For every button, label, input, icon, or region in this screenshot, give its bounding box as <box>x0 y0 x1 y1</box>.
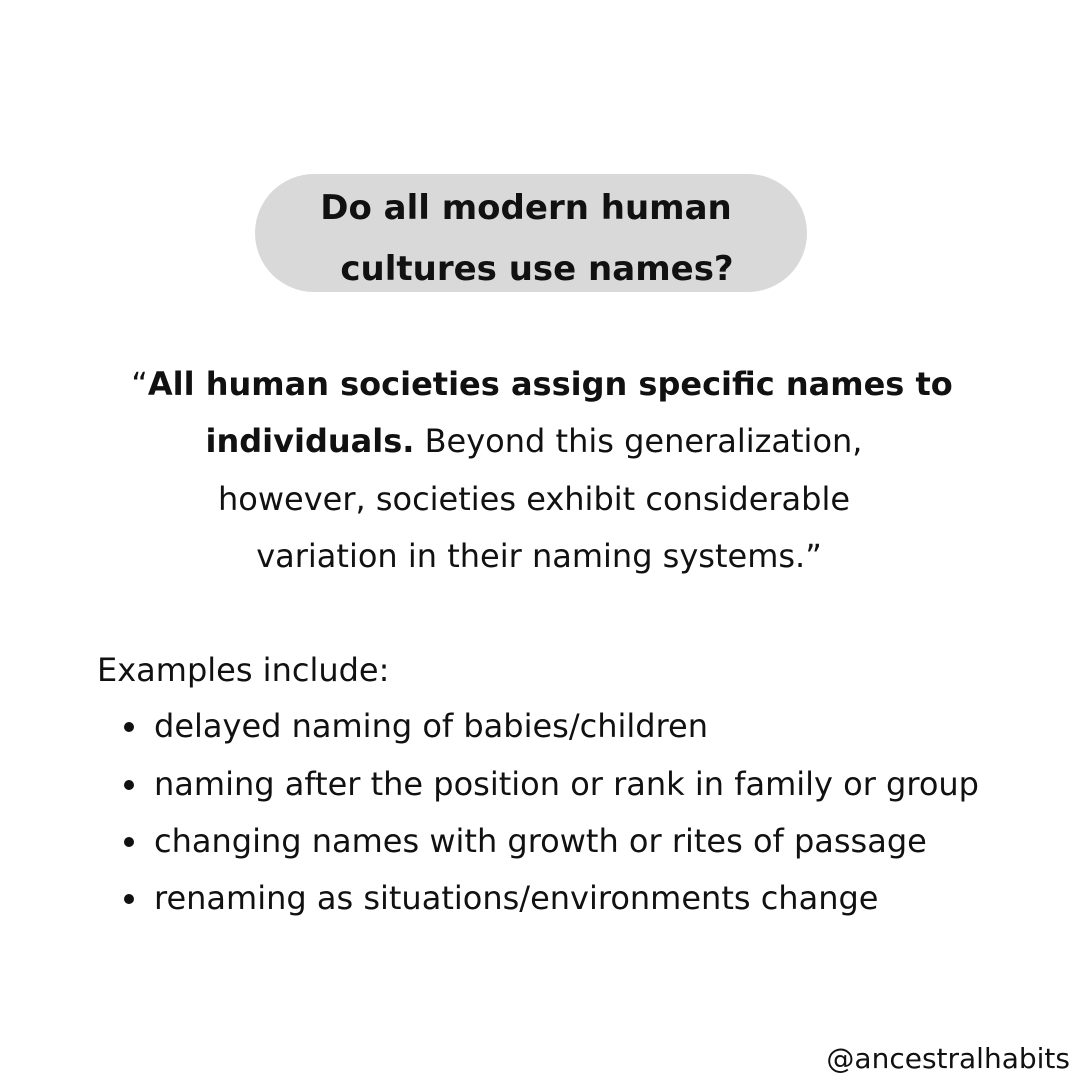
social-handle: @ancestralhabits <box>826 1042 1070 1075</box>
quote-line-2 <box>0 421 1074 461</box>
examples-heading: Examples include: <box>97 651 390 689</box>
bullet-icon <box>124 722 134 732</box>
list-item-text: changing names with growth or rites of passage <box>154 822 927 860</box>
list-item-text: naming after the position or rank in family or group <box>154 765 979 803</box>
quote-open-mark: “ <box>131 365 148 403</box>
bullet-icon <box>124 780 134 790</box>
list-item-text: renaming as situations/environments change <box>154 879 879 917</box>
quote-line-1 <box>2 364 1080 404</box>
quote-text-2: Beyond this generalization, <box>414 422 863 460</box>
title-line-2: cultures use names? <box>340 249 734 289</box>
title-line-1: Do all modern human <box>320 188 732 228</box>
quote-bold-1: All human societies assign specific names to <box>147 365 953 403</box>
bullet-icon <box>124 894 134 904</box>
quote-line-3: however, societies exhibit considerable <box>217 480 851 518</box>
bullet-icon <box>124 837 134 847</box>
quote-line-4: variation in their naming systems.” <box>256 537 822 575</box>
quote-bold-2: individuals. <box>205 422 415 460</box>
list-item-text: delayed naming of babies/children <box>154 707 708 745</box>
